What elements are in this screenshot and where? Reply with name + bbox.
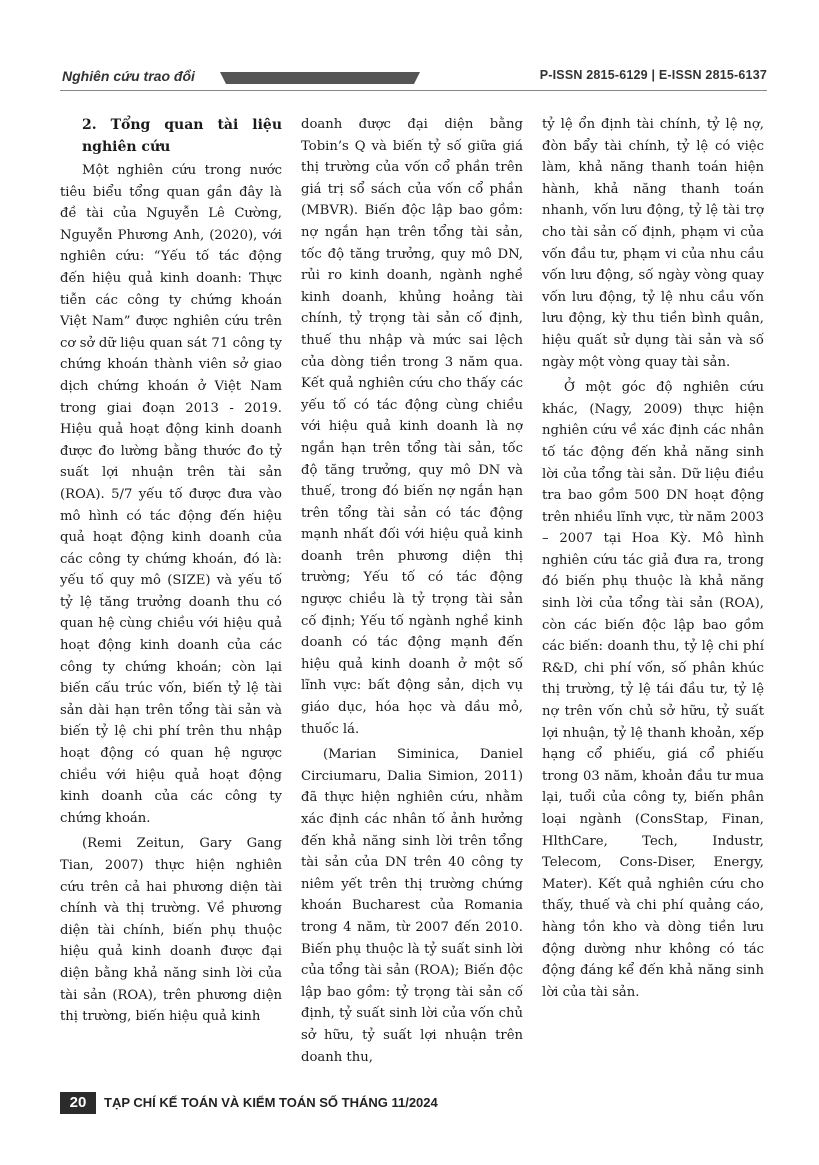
page-header xyxy=(60,66,767,90)
paragraph: Một nghiên cứu trong nước tiêu biểu tổng quan gần đây là đề tài của Nguyễn Lê Cường, Nguyễn Phương Anh, (2020), với nghiên cứu: “Yếu tố tác động đến hiệu quả kinh doanh: Thực tiễn các công ty chứng khoán Việt Nam” được nghiên cứu trên cơ sở dữ liệu quan sát 71 công ty chứng khoán thành viên sở giao dịch chứng khoán ở Việt Nam trong giai đoạn 2013 - 2019. Hiệu quả hoạt động kinh doanh được đo lường bằng thước đo tỷ suất lợi nhuận trên tài sản (ROA). 5/7 yếu tố được đưa vào mô hình có tác động đến hiệu quả hoạt động kinh doanh của các công ty chứng khoán, đó là: yếu tố quy mô (SIZE) và yếu tố tỷ lệ tăng trưởng doanh thu có quan hệ cùng chiều với hiệu quả hoạt động kinh doanh của các công ty chứng khoán; còn lại biến cấu trúc vốn, biến tỷ lệ tài sản dài hạn trên tổng tài sản và biến tỷ lệ chi phí trên thu nhập hoạt động có quan hệ ngược chiều với hiệu quả hoạt động kinh doanh của các công ty chứng khoán. xyxy=(60,163,282,826)
column-2 xyxy=(301,114,523,1074)
paragraph: (Marian Siminica, Daniel Circiumaru, Dalia Simion, 2011) đã thực hiện nghiên cứu, nhằm xác định các nhân tố ảnh hưởng đến khả năng sinh lời trên tổng tài sản của DN trên 40 công ty niêm yết trên thị trường chứng khoán Bucharest của Romania trong 4 năm, từ 2007 đến 2010. Biến phụ thuộc là tỷ suất sinh lời của tổng tài sản (ROA); Biến độc lập bao gồm: tỷ trọng tài sản cố định, tỷ suất sinh lời của vốn chủ sở hữu, tỷ suất lợi nhuận trên doanh thu, xyxy=(301,747,523,1065)
section-title: Nghiên cứu trao đổi xyxy=(62,68,195,84)
paragraph: tỷ lệ ổn định tài chính, tỷ lệ nợ, đòn bẩy tài chính, tỷ lệ có việc làm, khả năng thanh toán hiện hành, khả năng thanh toán nhanh, vốn lưu động, tỷ lệ tài trợ cho tài sản cố định, phạm vi của vốn đầu tư, phạm vi của nhu cầu vốn lưu động, số ngày vòng quay vốn lưu động, tỷ lệ nhu cầu vốn lưu động, kỳ thu tiền bình quân, hiệu quất sử dụng tài sản và số ngày một vòng quay tài sản. xyxy=(542,117,764,370)
page-footer xyxy=(60,1092,767,1114)
header-decor-bar xyxy=(220,72,420,84)
header-rule xyxy=(60,90,767,91)
article-body xyxy=(60,114,767,1074)
column-1 xyxy=(60,114,282,1074)
journal-name: TẠP CHÍ KẾ TOÁN VÀ KIỂM TOÁN SỐ THÁNG 11/2024 xyxy=(104,1095,438,1110)
issn-label: P-ISSN 2815-6129 | E-ISSN 2815-6137 xyxy=(539,68,767,82)
paragraph: Ở một góc độ nghiên cứu khác, (Nagy, 2009) thực hiện nghiên cứu về xác định các nhân tố tác động đến khả năng sinh lời của tổng tài sản. Dữ liệu điều tra bao gồm 500 DN hoạt động trên nhiều lĩnh vực, từ năm 2003 – 2007 tại Hoa Kỳ. Mô hình nghiên cứu tác giả đưa ra, trong đó biến phụ thuộc là khả năng sinh lời của tổng tài sản (ROA), còn các biến độc lập bao gồm các biến: doanh thu, tỷ lệ chi phí R&D, chi phí vốn, số phân khúc thị trường, tỷ lệ tái đầu tư, tỷ lệ nợ trên vốn chủ sở hữu, tỷ suất lợi nhuận, tỷ lệ thanh khoản, xếp hạng cổ phiếu, giá cổ phiếu trong 03 năm, khoản đầu tư mua lại, tuổi của công ty, biến phân loại ngành (ConsStap, Finan, HlthCare, Tech, Industr, Telecom, Cons-Diser, Energy, Mater). Kết quả nghiên cứu cho thấy, thuế và chi phí quảng cáo, hàng tồn kho và dòng tiền lưu động dường như không có tác động đáng kể đến khả năng sinh lời của tài sản. xyxy=(542,380,764,1000)
column-3 xyxy=(542,114,764,1074)
paragraph: doanh được đại diện bằng Tobin’s Q và biến tỷ số giữa giá thị trường của vốn cổ phần trên giá trị sổ sách của vốn cổ phần (MBVR). Biến độc lập bao gồm: nợ ngắn hạn trên tổng tài sản, tốc độ tăng trưởng, quy mô DN, rủi ro kinh doanh, ngành nghề kinh doanh, khủng hoảng tài chính, tỷ trọng tài sản cố định, thuế thu nhập và mức sai lệch của dòng tiền trong 3 năm qua. Kết quả nghiên cứu cho thấy các yếu tố có tác động cùng chiều với hiệu quả kinh doanh là nợ ngắn hạn trên tổng tài sản, tốc độ tăng trưởng, quy mô DN và thuế, trong đó biến nợ ngắn hạn trên tổng tài sản có tác động mạnh nhất đối với hiệu quả kinh doanh trên phương diện thị trường; Yếu tố có tác động ngược chiều là tỷ trọng tài sản cố định; Yếu tố ngành nghề kinh doanh có tác động mạnh đến hiệu quả kinh doanh ở một số lĩnh vực: bất động sản, dịch vụ giáo dục, hóa học và dầu mỏ, thuốc lá. xyxy=(301,117,523,737)
paragraph: (Remi Zeitun, Gary Gang Tian, 2007) thực hiện nghiên cứu trên cả hai phương diện tài chính và thị trường. Về phương diện tài chính, biến phụ thuộc hiệu quả kinh doanh được đại diện bằng khả năng sinh lời của tài sản (ROA), trên phương diện thị trường, biến hiệu quả kinh xyxy=(60,836,282,1025)
page-number: 20 xyxy=(60,1092,96,1114)
section-heading: 2. Tổng quan tài liệu nghiên cứu xyxy=(82,117,282,155)
